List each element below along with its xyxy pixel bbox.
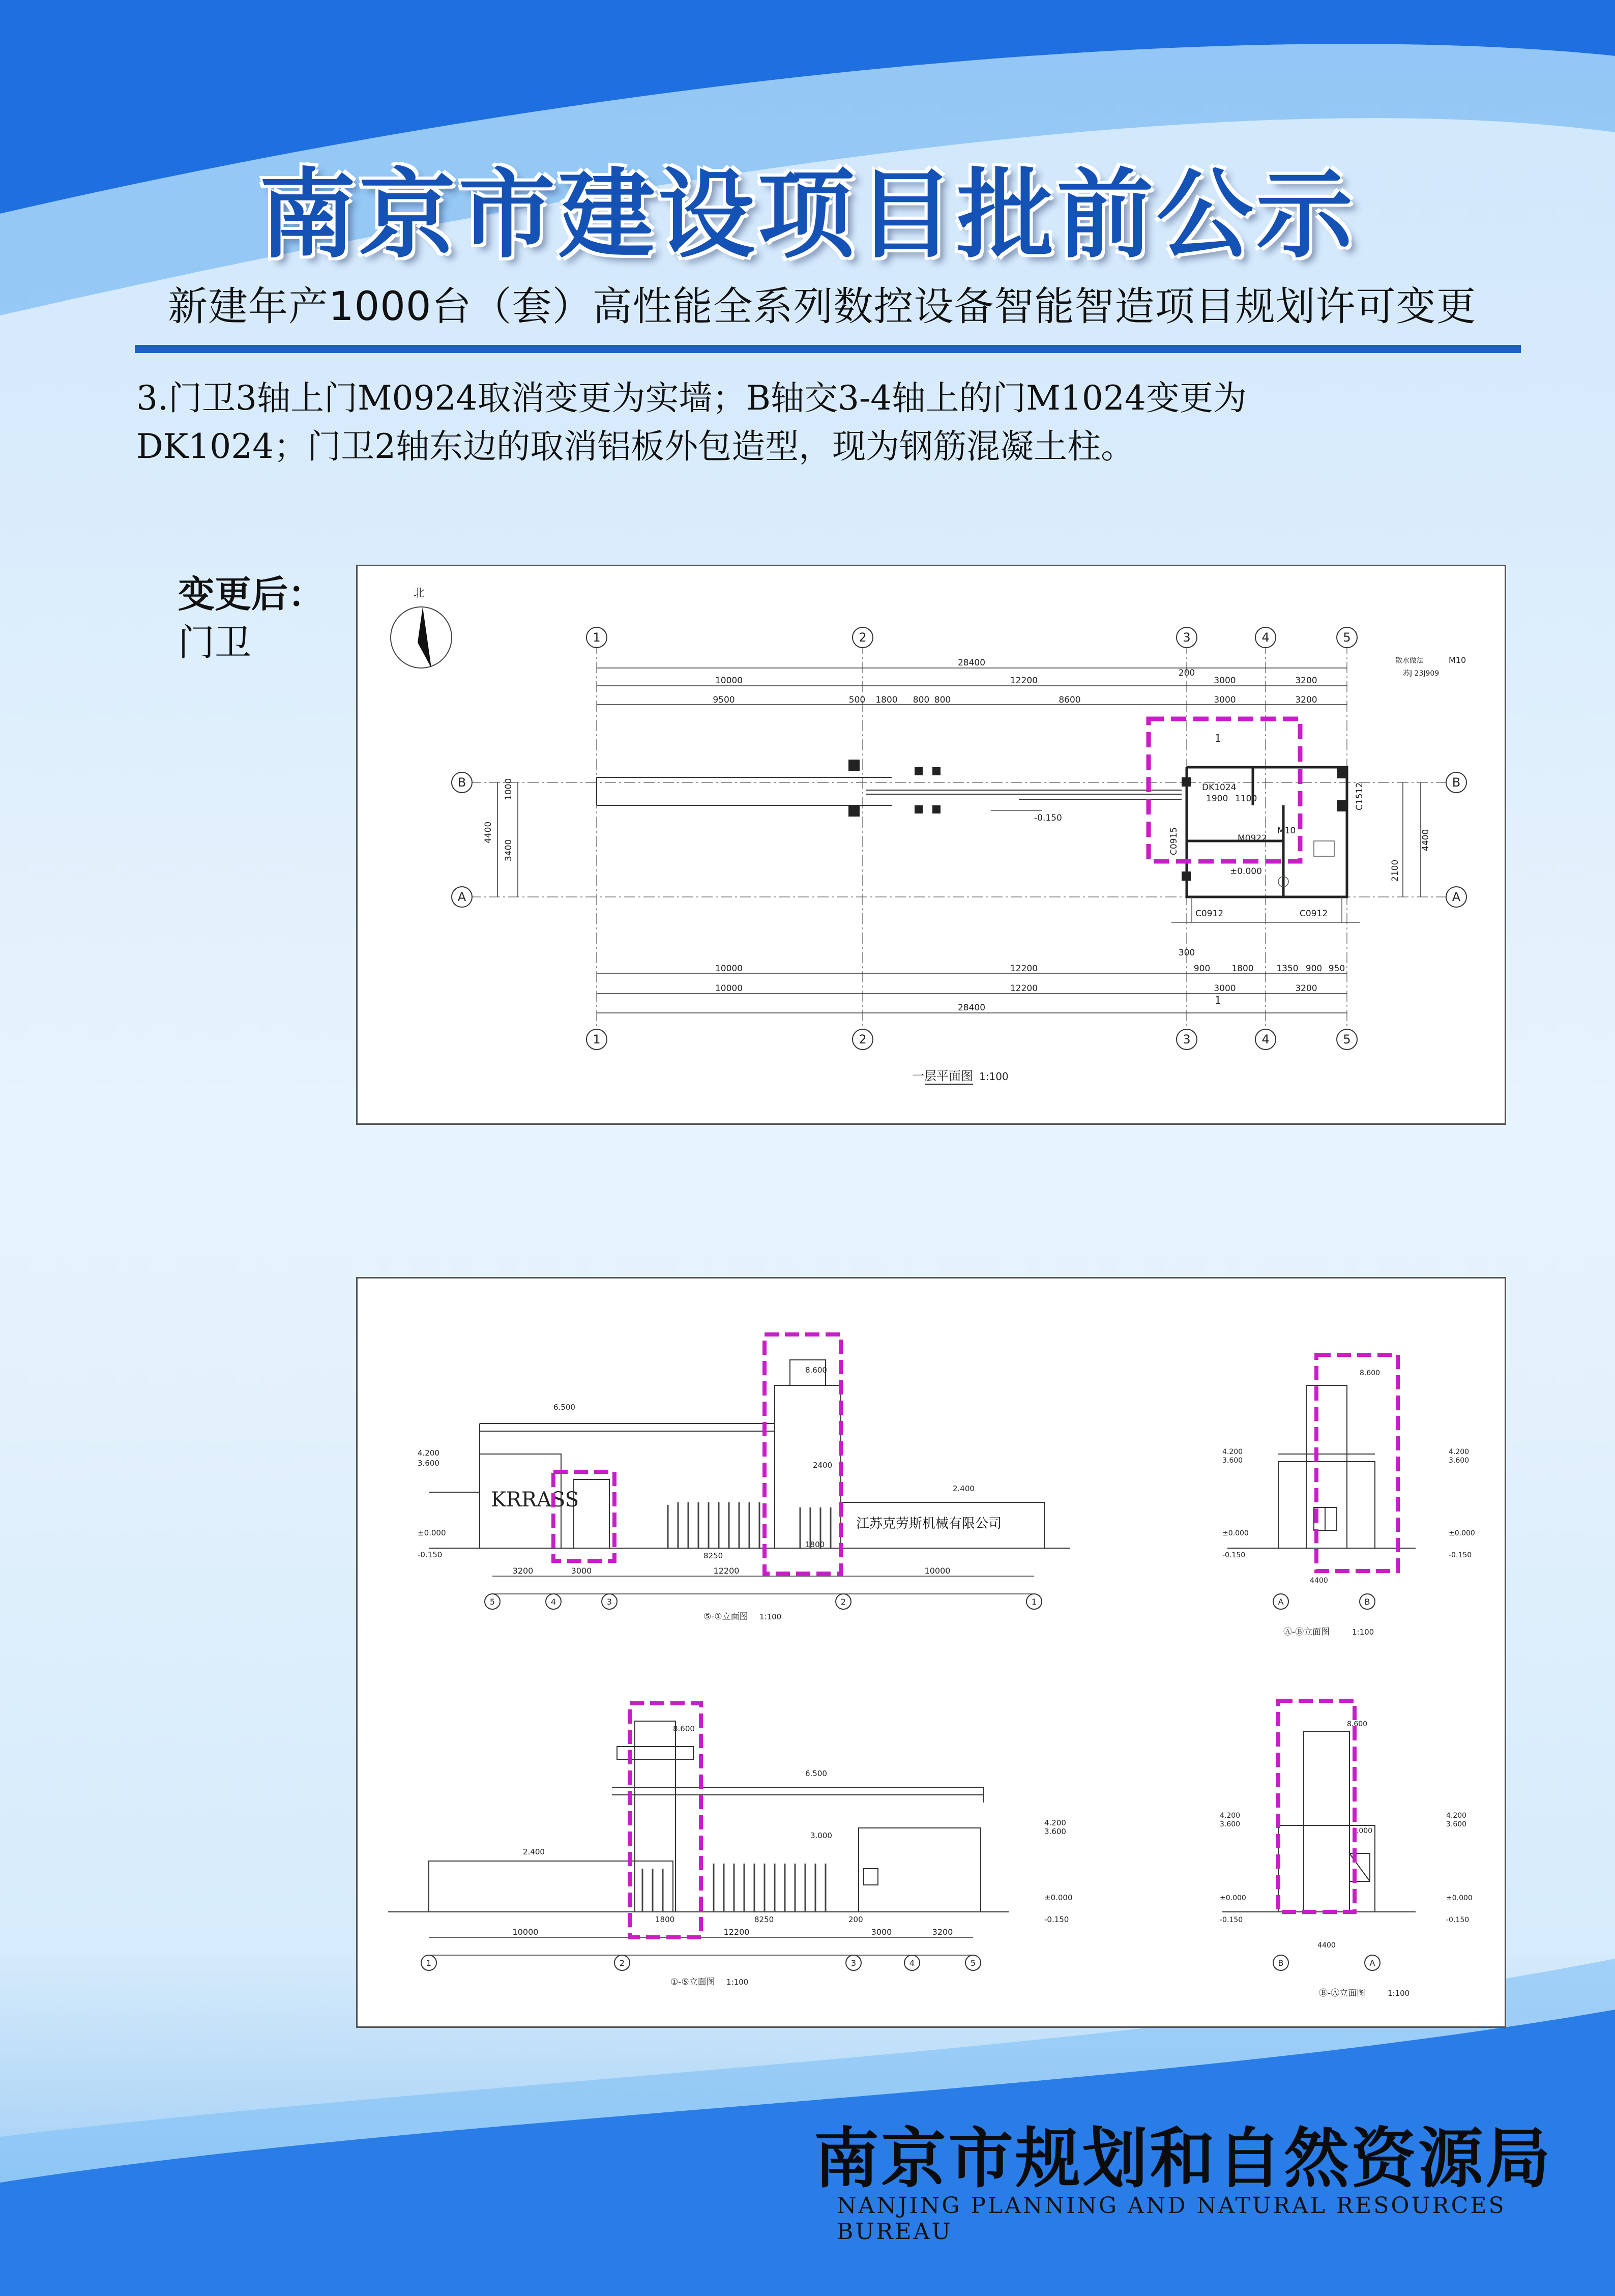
plan-dim-row2-2: 500 bbox=[848, 695, 866, 705]
e4-level-4200: 4.200 bbox=[1220, 1812, 1241, 1820]
e3-highlight bbox=[630, 1703, 701, 1937]
plan-dim-bottom-1: 10000 bbox=[715, 964, 743, 974]
e2-axis-b: B bbox=[1364, 1597, 1370, 1607]
e3-level-3600: 3.600 bbox=[1044, 1827, 1066, 1836]
plan-dim-bottom2-3: 3000 bbox=[1214, 983, 1236, 994]
plan-caption: 一层平面图 bbox=[912, 1069, 973, 1083]
e1-level-4200: 4.200 bbox=[418, 1448, 439, 1458]
plan-dim-row2-8: 3200 bbox=[1295, 695, 1317, 705]
e3-axis-1: 1 bbox=[426, 1958, 432, 1968]
e1-axis-3: 3 bbox=[606, 1597, 612, 1607]
footer-bureau-english: NANJING PLANNING AND NATURAL RESOURCES BUREAU bbox=[837, 2193, 1506, 2245]
gatehouse-label: 门卫 bbox=[178, 621, 252, 664]
e3-level-m150: -0.150 bbox=[1044, 1915, 1069, 1924]
plan-dim-row2-6: 8600 bbox=[1059, 695, 1081, 705]
e4-level-3600: 3.600 bbox=[1220, 1820, 1241, 1828]
plan-axis-bottom-5: 5 bbox=[1343, 1032, 1351, 1047]
plan-dim-bottom-6: 1350 bbox=[1276, 964, 1299, 974]
plan-window-c0915: C0915 bbox=[1169, 827, 1179, 855]
e3-level-2400: 2.400 bbox=[523, 1847, 545, 1856]
plan-dim-top-4: 3000 bbox=[1214, 676, 1236, 686]
footer-bureau-name: 南京市规划和自然资源局 bbox=[814, 2120, 1553, 2197]
plan-door-m0922: M0922 bbox=[1238, 833, 1267, 844]
e4-level-3600-r: 3.600 bbox=[1446, 1820, 1467, 1828]
e1-scale: 1:100 bbox=[759, 1612, 782, 1621]
e4-dim-4400: 4400 bbox=[1317, 1941, 1336, 1950]
e1-level-6500: 6.500 bbox=[553, 1403, 575, 1412]
e3-axis-4: 4 bbox=[909, 1958, 915, 1968]
e1-highlight-door bbox=[553, 1472, 614, 1561]
plan-axis-left-b: B bbox=[457, 775, 466, 790]
description-line-1: 3.门卫3轴上门M0924取消变更为实墙；B轴交3-4轴上的门M1024变更为 bbox=[136, 379, 1247, 418]
plan-dim-bottom2-1: 10000 bbox=[715, 983, 743, 994]
plan-dim-top-5: 3200 bbox=[1295, 676, 1317, 686]
e2-level-4200-r: 4.200 bbox=[1449, 1448, 1470, 1456]
change-description bbox=[136, 374, 1510, 471]
e1-dim-2: 3000 bbox=[571, 1566, 592, 1576]
plan-dim-right-1: 2100 bbox=[1390, 859, 1400, 882]
e2-level-0-r: ±0.000 bbox=[1449, 1529, 1475, 1537]
e2-caption: Ⓐ-Ⓑ立面图 bbox=[1283, 1627, 1330, 1637]
plan-dim-bottom-7: 900 bbox=[1305, 964, 1323, 974]
plan-axis-top-3: 3 bbox=[1183, 630, 1191, 645]
e3-dim-4: 3200 bbox=[932, 1927, 953, 1937]
plan-dim-1900: 1900 bbox=[1206, 794, 1228, 804]
e1-axis-1: 1 bbox=[1031, 1597, 1037, 1607]
plan-note-apron: 散水做法 bbox=[1395, 657, 1424, 665]
plan-axis-bottom-4: 4 bbox=[1261, 1032, 1270, 1047]
e3-axis-5: 5 bbox=[970, 1958, 976, 1968]
floor-plan-svg bbox=[358, 566, 1505, 1123]
e3-axis-3: 3 bbox=[850, 1958, 857, 1968]
e1-company-sign: 江苏克劳斯机械有限公司 bbox=[856, 1516, 1002, 1531]
plan-dim-bottom2-4: 3200 bbox=[1295, 983, 1317, 994]
plan-axis-left-a: A bbox=[457, 890, 466, 904]
plan-dim-row2-4: 800 bbox=[913, 695, 930, 705]
e1-dim-8250: 8250 bbox=[703, 1551, 723, 1560]
e1-level-0: ±0.000 bbox=[418, 1528, 446, 1537]
plan-dim-row2-1: 9500 bbox=[713, 695, 735, 705]
plan-dim-top-3: 200 bbox=[1178, 668, 1195, 678]
plan-window-c1512: C1512 bbox=[1355, 782, 1365, 810]
plan-dim-bottom-5: 1800 bbox=[1231, 964, 1254, 974]
description-line-2: DK1024；门卫2轴东边的取消铝板外包造型，现为钢筋混凝土柱。 bbox=[136, 427, 1135, 466]
plan-axis-bottom-2: 2 bbox=[859, 1032, 867, 1047]
e1-level-2400: 2.400 bbox=[953, 1484, 975, 1493]
north-label: 北 bbox=[414, 587, 425, 600]
e3-caption: ①-⑤立面图 bbox=[670, 1977, 715, 1987]
plan-dim-1100: 1100 bbox=[1235, 794, 1257, 804]
plan-axis-top-1: 1 bbox=[593, 630, 601, 645]
plan-dim-row2-5: 800 bbox=[934, 695, 951, 705]
e4-level-0-r: ±0.000 bbox=[1446, 1894, 1473, 1902]
plan-section-mark-bottom: 1 bbox=[1215, 994, 1221, 1006]
e3-dim-2: 12200 bbox=[723, 1927, 750, 1937]
e3-dim-1800: 1800 bbox=[655, 1915, 675, 1924]
plan-dim-row2-3: 1800 bbox=[875, 695, 898, 705]
e4-level-m150-r: -0.150 bbox=[1446, 1916, 1470, 1924]
e2-level-m150-r: -0.150 bbox=[1449, 1551, 1472, 1559]
e1-caption: ⑤-①立面图 bbox=[703, 1612, 748, 1622]
e1-dim-1: 3200 bbox=[512, 1566, 534, 1576]
e1-dim-2400: 2400 bbox=[813, 1461, 833, 1470]
plan-dim-top-2: 12200 bbox=[1010, 676, 1038, 686]
plan-dim-bottom-8: 950 bbox=[1328, 964, 1345, 974]
e2-dim-4400: 4400 bbox=[1310, 1577, 1328, 1585]
e3-axis-2: 2 bbox=[619, 1958, 625, 1968]
e3-level-4200: 4.200 bbox=[1044, 1818, 1066, 1827]
plan-level-inside: ±0.000 bbox=[1230, 866, 1262, 877]
e4-level-3000: 3.000 bbox=[1352, 1827, 1373, 1835]
e3-dim-1: 10000 bbox=[512, 1927, 539, 1937]
plan-dim-left-total: 4400 bbox=[483, 821, 493, 844]
e4-axis-a: A bbox=[1369, 1958, 1375, 1968]
plan-note-tag: M10 bbox=[1449, 655, 1466, 665]
e3-dim-3: 3000 bbox=[871, 1927, 892, 1937]
plan-dim-left-2: 3400 bbox=[504, 839, 514, 861]
e1-level-8600: 8.600 bbox=[805, 1365, 827, 1375]
e3-level-0: ±0.000 bbox=[1044, 1893, 1073, 1902]
project-subtitle: 新建年产1000台（套）高性能全系列数控设备智能智造项目规划许可变更 bbox=[168, 284, 1477, 330]
e1-level-3600: 3.600 bbox=[418, 1459, 439, 1468]
e3-dim-8250: 8250 bbox=[754, 1915, 774, 1924]
plan-dim-bottom2-2: 12200 bbox=[1010, 983, 1038, 994]
plan-axis-bottom-3: 3 bbox=[1183, 1032, 1191, 1047]
e1-level-m150: -0.150 bbox=[418, 1550, 443, 1559]
e4-level-m150: -0.150 bbox=[1220, 1916, 1243, 1924]
plan-window-c0912-left: C0912 bbox=[1195, 909, 1224, 919]
plan-dim-row2-7: 3000 bbox=[1214, 695, 1236, 705]
after-change-label: 变更后： bbox=[178, 572, 325, 616]
e3-scale: 1:100 bbox=[726, 1978, 749, 1987]
e1-axis-4: 4 bbox=[550, 1597, 556, 1607]
plan-dim-top-total: 28400 bbox=[957, 658, 986, 668]
e2-level-m150: -0.150 bbox=[1222, 1551, 1246, 1559]
plan-dim-bottom-total: 28400 bbox=[957, 1003, 986, 1013]
elevations-svg bbox=[358, 1278, 1505, 2026]
plan-axis-top-4: 4 bbox=[1261, 630, 1270, 645]
plan-window-c0912-right: C0912 bbox=[1300, 909, 1328, 919]
plan-door-m10: M10 bbox=[1277, 826, 1296, 836]
e3-dim-200: 200 bbox=[848, 1915, 863, 1924]
plan-dim-bottom-2: 12200 bbox=[1010, 964, 1038, 974]
e4-highlight bbox=[1278, 1701, 1355, 1912]
e1-axis-5: 5 bbox=[489, 1597, 495, 1607]
title-divider bbox=[135, 345, 1521, 353]
plan-dim-right-total: 4400 bbox=[1421, 829, 1431, 851]
plan-section-mark-top: 1 bbox=[1215, 732, 1221, 744]
page-title: 南京市建设项目批前公示 bbox=[259, 158, 1356, 271]
e1-axis-2: 2 bbox=[840, 1597, 846, 1607]
plan-scale: 1:100 bbox=[979, 1070, 1009, 1083]
plan-dim-bottom-4: 900 bbox=[1193, 964, 1211, 974]
e1-dim-4: 10000 bbox=[924, 1566, 951, 1576]
e4-level-8600: 8.600 bbox=[1347, 1720, 1368, 1728]
elevations-drawing bbox=[356, 1277, 1506, 2028]
e3-level-3000: 3.000 bbox=[810, 1831, 832, 1840]
e4-level-4200-r: 4.200 bbox=[1446, 1812, 1467, 1820]
e2-scale: 1:100 bbox=[1352, 1627, 1374, 1637]
e4-scale: 1:100 bbox=[1388, 1989, 1410, 1998]
e2-axis-a: A bbox=[1278, 1597, 1284, 1607]
plan-dim-left-1: 1000 bbox=[504, 778, 514, 800]
plan-level-outside: -0.150 bbox=[1034, 813, 1062, 823]
plan-axis-right-b: B bbox=[1452, 775, 1461, 790]
plan-axis-top-5: 5 bbox=[1343, 630, 1351, 645]
e1-highlight-column bbox=[765, 1334, 841, 1574]
e1-dim-1800: 1800 bbox=[805, 1540, 825, 1549]
e2-level-3600-r: 3.600 bbox=[1449, 1457, 1470, 1465]
e3-level-6500: 6.500 bbox=[805, 1769, 827, 1778]
plan-axis-top-2: 2 bbox=[859, 630, 867, 645]
e3-level-8600: 8.600 bbox=[673, 1724, 695, 1733]
e4-axis-b: B bbox=[1278, 1958, 1284, 1968]
e2-level-0: ±0.000 bbox=[1222, 1529, 1249, 1537]
e2-highlight bbox=[1316, 1355, 1398, 1571]
floor-plan-drawing bbox=[356, 565, 1506, 1125]
plan-note-ref: 苏J 23J909 bbox=[1403, 670, 1440, 678]
e1-brand-sign: KRRASS bbox=[491, 1488, 579, 1512]
plan-dim-top-1: 10000 bbox=[715, 676, 743, 686]
e2-level-8600: 8.600 bbox=[1360, 1369, 1381, 1377]
e4-level-0: ±0.000 bbox=[1220, 1894, 1246, 1902]
e4-caption: Ⓑ-Ⓐ立面图 bbox=[1319, 1988, 1366, 1998]
plan-axis-right-a: A bbox=[1452, 890, 1461, 904]
e2-level-3600: 3.600 bbox=[1222, 1457, 1243, 1465]
plan-door-dk1024: DK1024 bbox=[1202, 782, 1237, 793]
e2-level-4200: 4.200 bbox=[1222, 1448, 1243, 1456]
plan-axis-bottom-1: 1 bbox=[593, 1032, 601, 1047]
e1-dim-3: 12200 bbox=[713, 1566, 740, 1576]
plan-dim-bottom-3: 300 bbox=[1178, 948, 1195, 958]
